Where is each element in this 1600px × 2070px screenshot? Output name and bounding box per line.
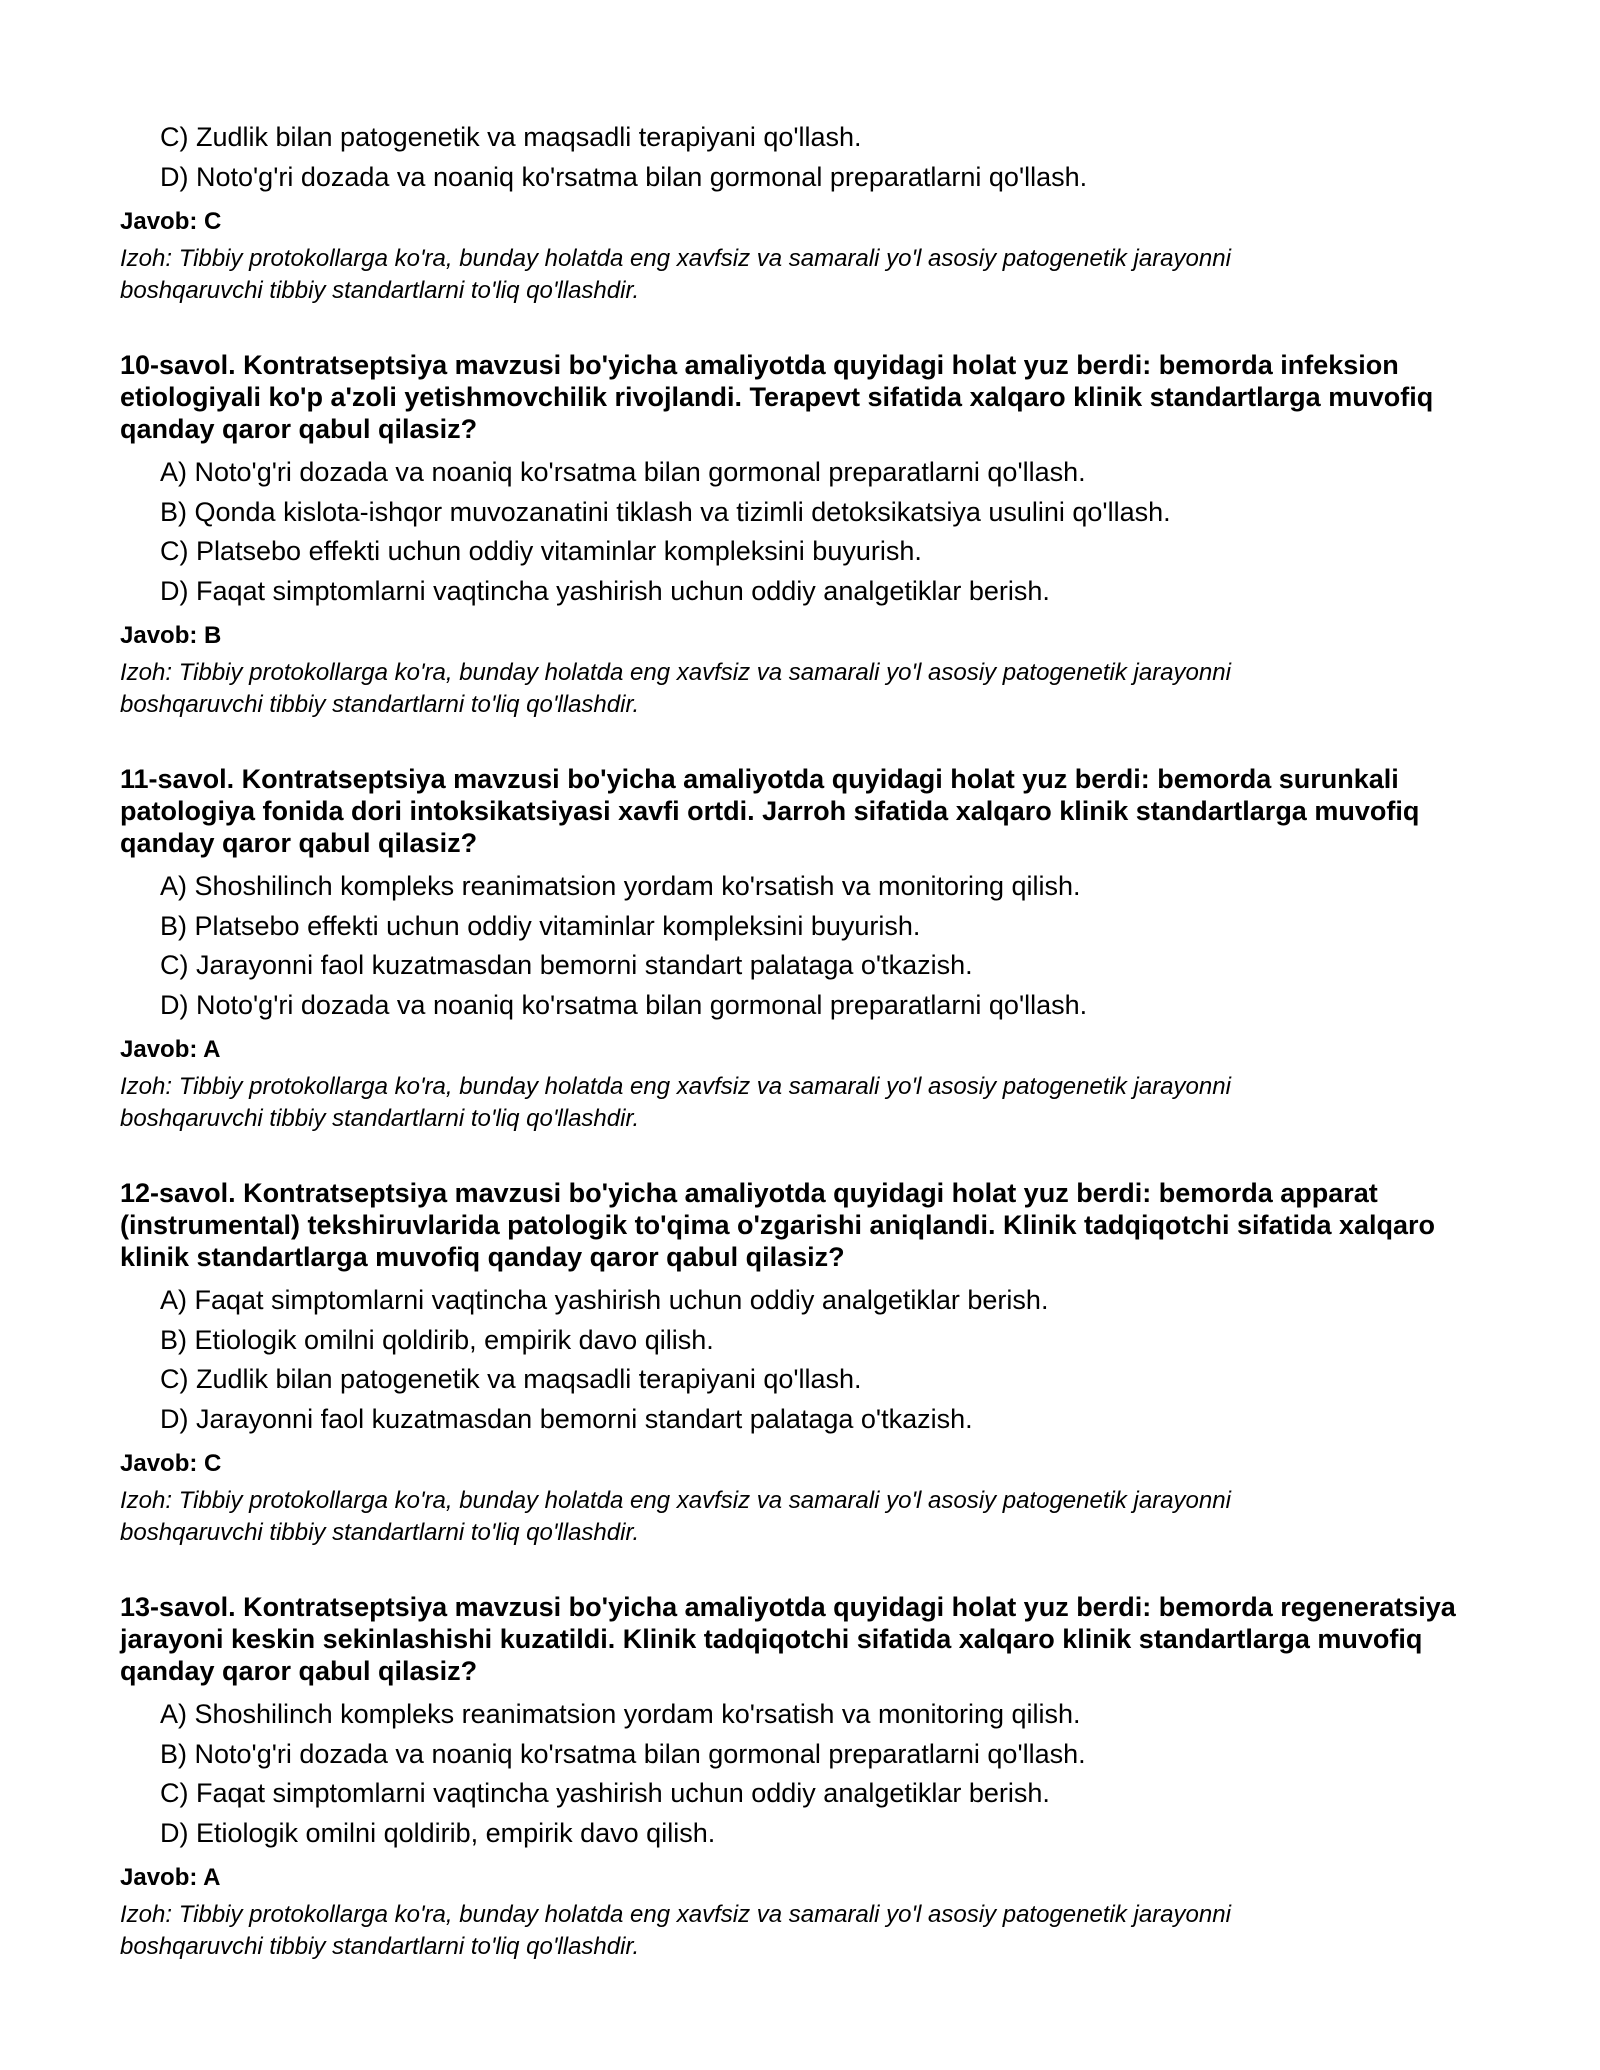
explanation-note: Izoh: Tibbiy protokollarga ko'ra, bunday holatda eng xavfsiz va samarali yo'l asosiy patogenetik jarayonni boshqaruvchi tibbiy standartlarni to'liq qo'llashdir. [120, 245, 1231, 304]
option-c: C) Zudlik bilan patogenetik va maqsadli terapiyani qo'llash. [160, 122, 862, 152]
answer-label: Javob: C [120, 208, 222, 235]
question-text: 10-savol. Kontratseptsiya mavzusi bo'yicha amaliyotda quyidagi holat yuz berdi: bemorda infeksion etiologiyali ko'p a'zoli yetishmovchilik rivojlandi. Terapevt sifatida xalqaro klinik standartlarga muvofiq qanday qaror qabul qilasiz? [120, 350, 1434, 444]
question-text: 12-savol. Kontratseptsiya mavzusi bo'yicha amaliyotda quyidagi holat yuz berdi: bemorda apparat (instrumental) tekshiruvlarida patologik to'qima o'zgarishi aniqlandi. Klinik tadqiqotchi sifatida xalqaro klinik standartlarga muvofiq qanday qaror qabul qilasiz? [120, 1178, 1436, 1272]
option-d: D) Etiologik omilni qoldirib, empirik davo qilish. [160, 1817, 716, 1848]
option-a: A) Shoshilinch kompleks reanimatsion yordam ko'rsatish va monitoring qilish. [160, 871, 1081, 901]
document-page [120, 118, 1500, 1963]
question-13 [120, 1591, 1500, 1963]
option-a: A) Noto'g'ri dozada va noaniq ko'rsatma bilan gormonal preparatlarni qo'llash. [160, 457, 1086, 487]
option-d: D) Jarayonni faol kuzatmasdan bemorni standart palataga o'tkazish. [160, 1403, 973, 1434]
option-a: A) Shoshilinch kompleks reanimatsion yordam ko'rsatish va monitoring qilish. [160, 1699, 1081, 1729]
explanation-note: Izoh: Tibbiy protokollarga ko'ra, bunday holatda eng xavfsiz va samarali yo'l asosiy patogenetik jarayonni boshqaruvchi tibbiy standartlarni to'liq qo'llashdir. [120, 1901, 1231, 1960]
option-b: B) Noto'g'ri dozada va noaniq ko'rsatma bilan gormonal preparatlarni qo'llash. [160, 1738, 1086, 1769]
question-10 [120, 349, 1500, 721]
question-text: 13-savol. Kontratseptsiya mavzusi bo'yicha amaliyotda quyidagi holat yuz berdi: bemorda regeneratsiya jarayoni keskin sekinlashishi kuzatildi. Klinik tadqiqotchi sifatida xalqaro klinik standartlarga muvofiq qanday qaror qabul qilasiz? [120, 1592, 1456, 1686]
question-9-continuation [120, 118, 1500, 307]
option-d: D) Noto'g'ri dozada va noaniq ko'rsatma bilan gormonal preparatlarni qo'llash. [160, 989, 1088, 1020]
explanation-note: Izoh: Tibbiy protokollarga ko'ra, bunday holatda eng xavfsiz va samarali yo'l asosiy patogenetik jarayonni boshqaruvchi tibbiy standartlarni to'liq qo'llashdir. [120, 1073, 1231, 1132]
option-b: B) Qonda kislota-ishqor muvozanatini tiklash va tizimli detoksikatsiya usulini qo'llash. [160, 496, 1171, 527]
question-text: 11-savol. Kontratseptsiya mavzusi bo'yicha amaliyotda quyidagi holat yuz berdi: bemorda surunkali patologiya fonida dori intoksikatsiyasi xavfi ortdi. Jarroh sifatida xalqaro klinik standartlarga muvofiq qanday qaror qabul qilasiz? [120, 764, 1420, 858]
answer-label: Javob: B [120, 622, 222, 649]
option-c: C) Platsebo effekti uchun oddiy vitaminlar kompleksini buyurish. [160, 536, 922, 566]
question-12 [120, 1177, 1500, 1549]
answer-label: Javob: A [120, 1864, 221, 1891]
option-d: D) Faqat simptomlarni vaqtincha yashirish uchun oddiy analgetiklar berish. [160, 575, 1050, 606]
option-a: A) Faqat simptomlarni vaqtincha yashirish uchun oddiy analgetiklar berish. [160, 1285, 1049, 1315]
option-b: B) Etiologik omilni qoldirib, empirik davo qilish. [160, 1324, 714, 1355]
explanation-note: Izoh: Tibbiy protokollarga ko'ra, bunday holatda eng xavfsiz va samarali yo'l asosiy patogenetik jarayonni boshqaruvchi tibbiy standartlarni to'liq qo'llashdir. [120, 1487, 1231, 1546]
answer-label: Javob: C [120, 1450, 222, 1477]
question-11 [120, 763, 1500, 1135]
answer-label: Javob: A [120, 1036, 221, 1063]
option-d: D) Noto'g'ri dozada va noaniq ko'rsatma bilan gormonal preparatlarni qo'llash. [160, 161, 1088, 192]
option-c: C) Zudlik bilan patogenetik va maqsadli terapiyani qo'llash. [160, 1364, 862, 1394]
option-c: C) Faqat simptomlarni vaqtincha yashirish uchun oddiy analgetiklar berish. [160, 1778, 1050, 1808]
option-c: C) Jarayonni faol kuzatmasdan bemorni standart palataga o'tkazish. [160, 950, 973, 980]
option-b: B) Platsebo effekti uchun oddiy vitaminlar kompleksini buyurish. [160, 910, 921, 941]
explanation-note: Izoh: Tibbiy protokollarga ko'ra, bunday holatda eng xavfsiz va samarali yo'l asosiy patogenetik jarayonni boshqaruvchi tibbiy standartlarni to'liq qo'llashdir. [120, 659, 1231, 718]
